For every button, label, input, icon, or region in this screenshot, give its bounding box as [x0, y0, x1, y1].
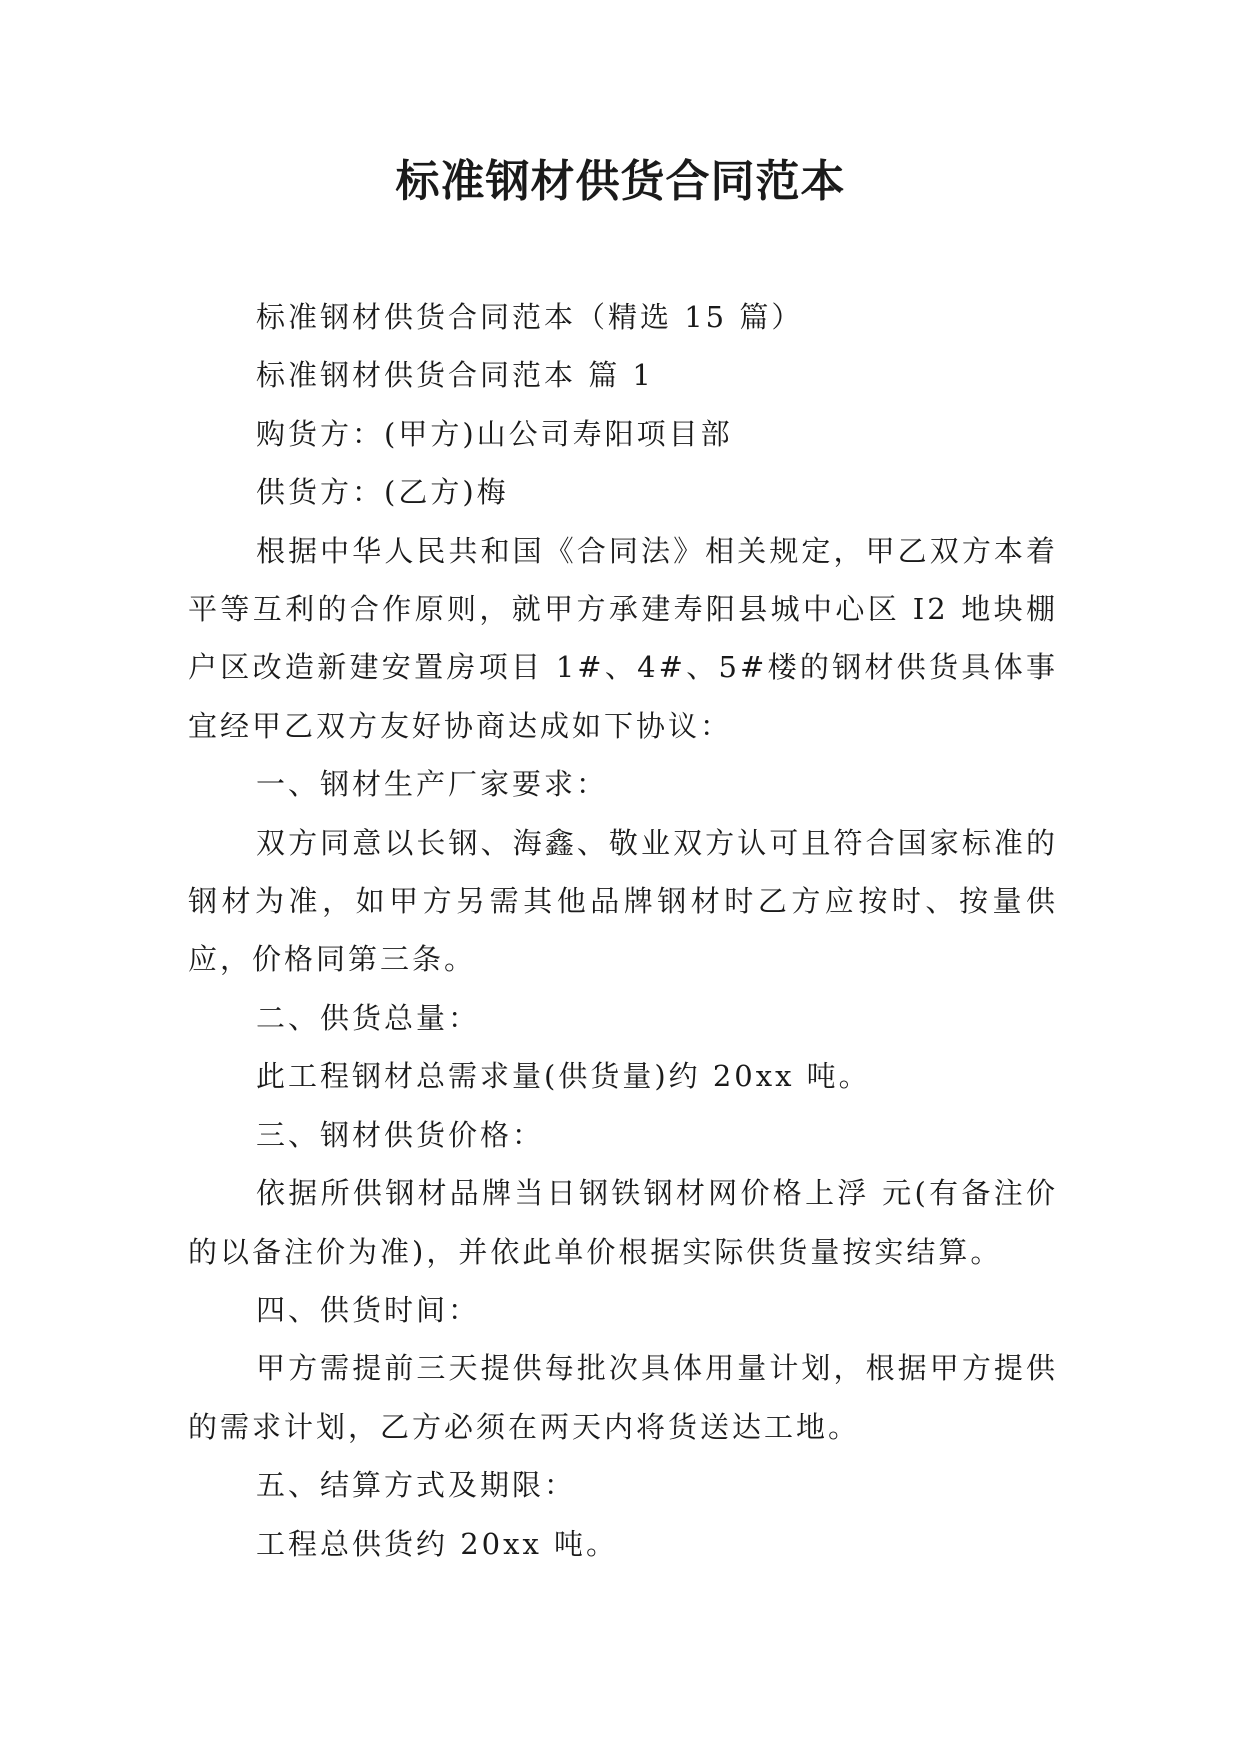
section-body-5: 工程总供货约 20xx 吨。 [256, 1526, 619, 1561]
section-heading-2: 二、供货总量： [256, 1000, 481, 1035]
section-body-4: 甲方需提前三天提供每批次具体用量计划，根据甲方提供的需求计划，乙方必须在两天内将货送达工地。 [188, 1351, 1058, 1444]
document-body [188, 288, 1058, 1573]
section-body-1: 双方同意以长钢、海鑫、敬业双方认可且符合国家标准的钢材为准，如甲方另需其他品牌钢材时乙方应按时、按量供应，价格同第三条。 [188, 825, 1058, 977]
section-body-2: 此工程钢材总需求量(供货量)约 20xx 吨。 [256, 1059, 871, 1094]
paragraph-preamble: 根据中华人民共和国《合同法》相关规定，甲乙双方本着平等互利的合作原则，就甲方承建寿阳县城中心区 I2 地块棚户区改造新建安置房项目 1#、4#、5#楼的钢材供货具体事宜经甲乙双方友好协商达成如下协议： [188, 533, 1058, 743]
section-heading-1: 一、钢材生产厂家要求： [256, 767, 609, 802]
paragraph-supplier: 供货方：(乙方)梅 [256, 475, 509, 510]
section-body-3: 依据所供钢材品牌当日钢铁钢材网价格上浮 元(有备注价的以备注价为准)，并依此单价根据实际供货量按实结算。 [188, 1176, 1058, 1269]
paragraph-chapter-heading: 标准钢材供货合同范本 篇 1 [256, 358, 654, 393]
section-heading-3: 三、钢材供货价格： [256, 1117, 545, 1152]
section-heading-4: 四、供货时间： [256, 1292, 481, 1327]
section-heading-5: 五、结算方式及期限： [256, 1468, 577, 1503]
paragraph-subtitle: 标准钢材供货合同范本（精选 15 篇） [256, 300, 804, 334]
paragraph-buyer: 购货方：(甲方)山公司寿阳项目部 [256, 416, 733, 451]
document-title: 标准钢材供货合同范本 [395, 156, 846, 207]
